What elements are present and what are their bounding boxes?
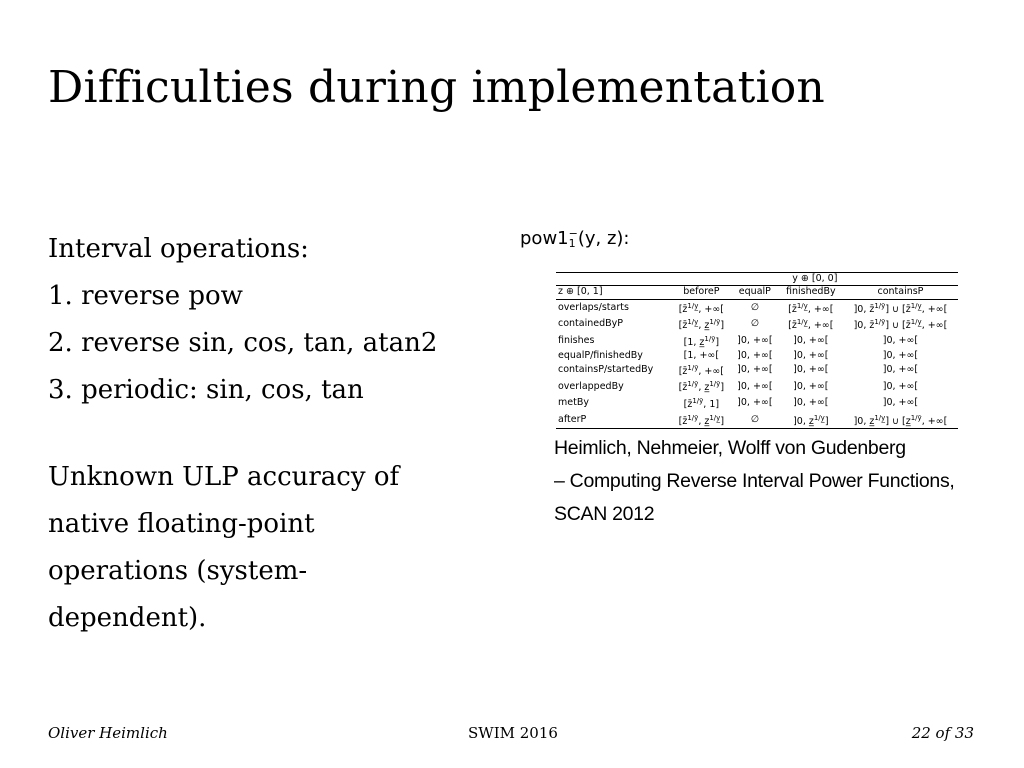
- table-cell: [z̄$^{1/ȳ}$, z̲$^{1/ȳ}$]: [678, 380, 725, 394]
- list-item: 1. reverse pow: [48, 281, 243, 311]
- spacer: [48, 414, 498, 454]
- left-column: [48, 226, 498, 642]
- reverse-pow-table: [556, 272, 958, 429]
- table-cell: ]0, +∞[: [793, 363, 829, 375]
- table-cell: ]0, +∞[: [882, 380, 919, 392]
- table-row: [556, 378, 958, 395]
- row-label: overlappedBy: [558, 380, 624, 392]
- table-row: [556, 350, 958, 362]
- column-header: containsP: [843, 286, 958, 299]
- paragraph-line: native floating-point: [48, 509, 315, 539]
- column-header: equalP: [731, 286, 779, 299]
- formula-args: (y, z):: [577, 228, 630, 249]
- interval-ops-heading: Interval operations:: [48, 234, 309, 264]
- row-label: equalP/finishedBy: [558, 349, 643, 361]
- table-row: [556, 316, 958, 333]
- table-cell: ]0, +∞[: [737, 397, 773, 409]
- table-cell: ]0, +∞[: [882, 335, 919, 347]
- table-cell: [z̄$^{1/y̲}$, +∞[: [788, 318, 834, 332]
- table-row: [556, 362, 958, 379]
- row-label: afterP: [556, 412, 672, 429]
- table-cell: ∅: [750, 301, 759, 313]
- table-cell: ]0, z̄$^{1/ȳ}$] ∪ [z̄$^{1/y̲}$, +∞[: [853, 301, 948, 315]
- table-row: [556, 412, 958, 429]
- table-cell: [1, z̲$^{1/ȳ}$]: [683, 334, 720, 349]
- table-row: [556, 333, 958, 350]
- citation-line: SCAN 2012: [554, 503, 655, 525]
- formula-sup: −: [568, 227, 578, 240]
- citation-line: – Computing Reverse Interval Power Functions,: [554, 470, 955, 492]
- paragraph-line: operations (system-: [48, 556, 308, 586]
- y-header: y ⊕ [0, 0]: [672, 273, 958, 286]
- table-cell: [1, +∞[: [683, 349, 720, 361]
- formula-pow1-reverse: [520, 228, 630, 249]
- table-row: [556, 395, 958, 412]
- table-cell: [z̄$^{1/ȳ}$, z̲$^{1/y̲}$]: [672, 412, 731, 429]
- table-cell: ]0, z̲$^{1/y̲}$] ∪ [z̲$^{1/ȳ}$, +∞[: [843, 412, 958, 429]
- table-cell: ]0, +∞[: [793, 349, 829, 361]
- formula-indices: [569, 229, 578, 249]
- row-label: containedByP: [558, 318, 624, 330]
- list-item: 2. reverse sin, cos, tan, atan2: [48, 328, 438, 358]
- case-table: [556, 272, 958, 429]
- table-cell: ]0, +∞[: [793, 397, 829, 409]
- paragraph-line: Unknown ULP accuracy of: [48, 462, 400, 492]
- table-cell: ]0, +∞[: [882, 397, 919, 409]
- citation-line: Heimlich, Nehmeier, Wolff von Gudenberg: [554, 437, 906, 459]
- paragraph-line: dependent).: [48, 603, 207, 633]
- footer-author: Oliver Heimlich: [48, 724, 168, 742]
- table-cell: ]0, +∞[: [882, 363, 919, 375]
- table-cell: ]0, +∞[: [882, 349, 919, 361]
- z-header: z ⊕ [0, 1]: [556, 286, 672, 299]
- table-cell: ∅: [731, 412, 779, 429]
- table-cell: ]0, z̄$^{1/ȳ}$] ∪ [z̄$^{1/y̲}$, +∞[: [853, 318, 948, 332]
- row-label: metBy: [558, 397, 589, 409]
- slide-title: Difficulties during implementation: [48, 62, 825, 113]
- row-label: overlaps/starts: [558, 301, 629, 313]
- empty-corner: [556, 273, 672, 286]
- table-row: [556, 299, 958, 316]
- footer-page-number: 22 of 33: [911, 724, 974, 742]
- table-cell: ∅: [750, 318, 759, 330]
- citation: [554, 432, 994, 531]
- list-item: 3. periodic: sin, cos, tan: [48, 375, 364, 405]
- table-cell: [z̄$^{1/ȳ}$, +∞[: [678, 363, 724, 378]
- table-cell: ]0, +∞[: [737, 335, 773, 347]
- formula-sub: 1: [568, 237, 576, 250]
- formula-func: pow1: [520, 228, 569, 249]
- row-label: finishes: [558, 335, 595, 347]
- table-cell: ]0, +∞[: [737, 363, 773, 375]
- table-cell: [z̄$^{1/y̲}$, z̲$^{1/ȳ}$]: [678, 318, 725, 332]
- column-header: finishedBy: [779, 286, 843, 299]
- table-cell: ]0, +∞[: [793, 335, 829, 347]
- column-header: beforeP: [672, 286, 731, 299]
- table-cell: [z̄$^{1/y̲}$, +∞[: [678, 301, 724, 315]
- table-cell: ]0, z̲$^{1/y̲}$]: [779, 412, 843, 429]
- table-cell: ]0, +∞[: [793, 380, 829, 392]
- table-cell: [z̄$^{1/ȳ}$, 1]: [683, 397, 720, 411]
- footer-event: SWIM 2016: [468, 724, 558, 742]
- table-cell: ]0, +∞[: [737, 349, 773, 361]
- table-cell: ]0, +∞[: [737, 380, 773, 392]
- table-cell: [z̄$^{1/y̲}$, +∞[: [788, 301, 834, 315]
- row-label: containsP/startedBy: [558, 363, 654, 375]
